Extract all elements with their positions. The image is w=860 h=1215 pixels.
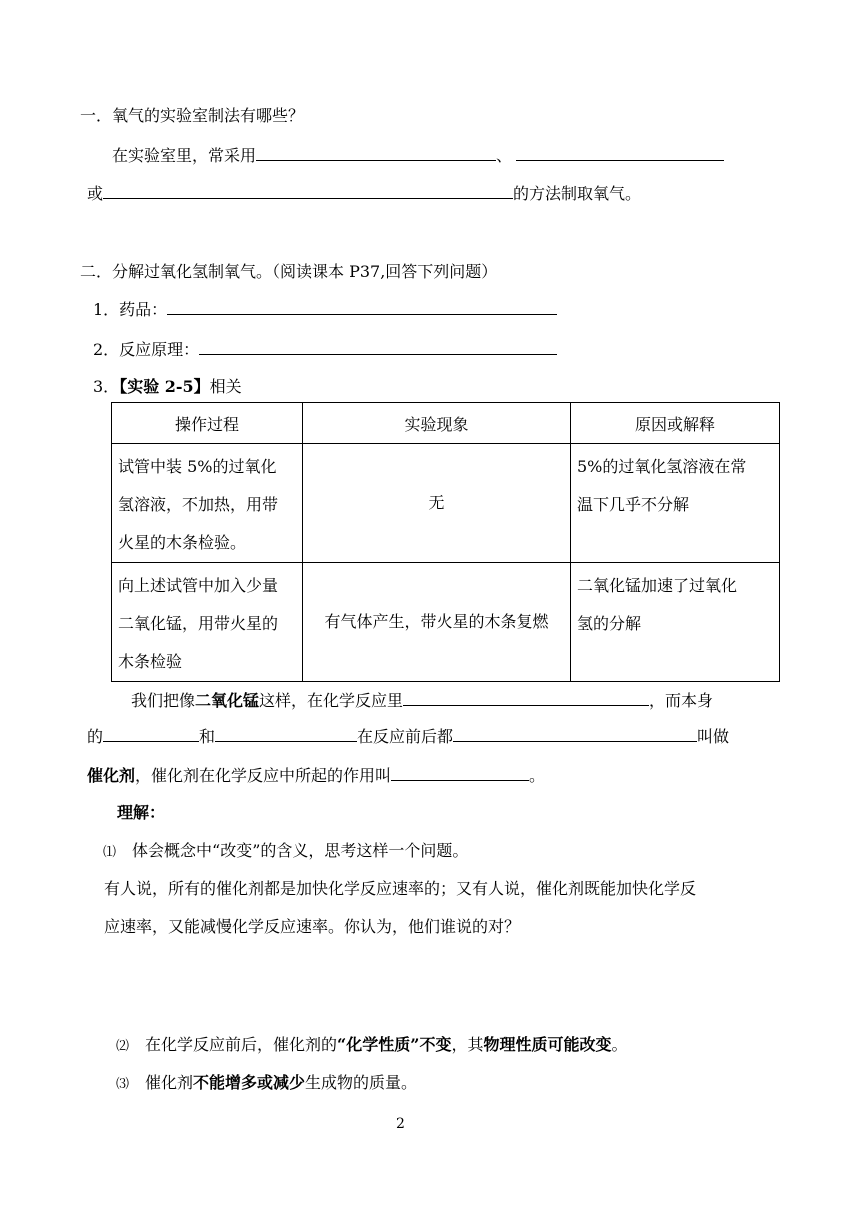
catalyst-line1: [131, 688, 713, 711]
cell-line: 5%的过氧化氢溶液在常: [577, 457, 747, 476]
understanding-title: 理解：: [117, 803, 166, 822]
section2-heading: 二．分解过氧化氢制氧气。（阅读课本 P37,回答下列问题）: [80, 262, 498, 281]
blank-method-1[interactable]: [256, 144, 496, 161]
catalyst-line3: [87, 763, 545, 786]
catalyst-term: 催化剂: [87, 766, 136, 785]
table-cell-phenomenon: 有气体产生，带火星的木条复燃: [303, 563, 571, 682]
catalyst-text: 在反应前后都: [357, 727, 454, 746]
table-header: 实验现象: [303, 403, 571, 444]
understanding-question-line1: 有人说，所有的催化剂都是加快化学反应速率的；又有人说，催化剂既能加快化学反: [104, 879, 697, 898]
cell-line: 火星的木条检验。: [118, 533, 247, 552]
catalyst-text: 我们把像: [131, 691, 196, 710]
table-cell-explanation: [571, 563, 780, 682]
item-text: 。: [611, 1035, 628, 1054]
item-text: 在化学反应前后，催化剂的: [145, 1035, 338, 1054]
blank-drugs[interactable]: [167, 298, 557, 315]
experiment-line: [93, 374, 242, 397]
section1-line2-suffix: 的方法制取氧气。: [513, 184, 642, 203]
item-number: ⑵: [116, 1039, 130, 1054]
table-cell-operation: [112, 444, 303, 563]
item-text: 催化剂: [145, 1073, 194, 1092]
cell-line: 氢的分解: [577, 614, 642, 633]
cell-line: 木条检验: [118, 652, 183, 671]
blank-catalyst-3[interactable]: [215, 725, 357, 742]
catalyst-text: 。: [529, 766, 546, 785]
cell-line: 二氧化锰加速了过氧化: [577, 576, 738, 595]
item-bold: 物理性质可能改变: [483, 1035, 612, 1054]
table-header: 操作过程: [112, 403, 303, 444]
catalyst-text: 叫做: [697, 727, 730, 746]
item-text: 生成物的质量。: [305, 1073, 418, 1092]
drugs-label: 1．药品：: [93, 300, 168, 319]
experiment-prefix: 3．: [93, 377, 120, 396]
section1-line1: [112, 143, 724, 166]
cell-line: 温下几乎不分解: [577, 495, 690, 514]
separator: 、: [496, 146, 513, 165]
catalyst-text: 的: [87, 727, 104, 746]
blank-catalyst-5[interactable]: [391, 764, 529, 781]
cell-line: 试管中装 5%的过氧化: [118, 457, 277, 476]
section1-line2-prefix: 或: [87, 184, 104, 203]
understanding-question-line2: 应速率，又能减慢化学反应速率。你认为，他们谁说的对？: [104, 917, 521, 936]
item-bold: “化学性质”不变: [337, 1035, 452, 1054]
blank-catalyst-2[interactable]: [103, 725, 199, 742]
principle-line: [93, 337, 557, 360]
understanding-item1: [103, 838, 468, 861]
understanding-item3: [116, 1070, 417, 1093]
item-text: 体会概念中“改变”的含义，思考这样一个问题。: [132, 841, 469, 860]
blank-catalyst-4[interactable]: [453, 725, 697, 742]
item-bold: 不能增多或减少: [193, 1073, 306, 1092]
catalyst-text: 这样，在化学反应里: [259, 691, 404, 710]
catalyst-mno2: 二氧化锰: [195, 691, 260, 710]
item-number: ⑴: [103, 845, 117, 860]
cell-line: 氢溶液，不加热，用带: [118, 495, 279, 514]
blank-principle[interactable]: [199, 338, 557, 355]
catalyst-text: 和: [199, 727, 216, 746]
table-cell-operation: [112, 563, 303, 682]
blank-method-2[interactable]: [516, 144, 724, 161]
understanding-item2: [116, 1032, 628, 1055]
cell-line: 二氧化锰，用带火星的: [118, 614, 279, 633]
cell-line: 向上述试管中加入少量: [118, 576, 279, 595]
table-cell-phenomenon: 无: [303, 444, 571, 563]
section1-line2: [87, 181, 641, 204]
table-cell-explanation: [571, 444, 780, 563]
principle-label: 2．反应原理：: [93, 340, 200, 359]
table-header-row: [112, 403, 780, 444]
table-header: 原因或解释: [571, 403, 780, 444]
blank-catalyst-1[interactable]: [403, 689, 649, 706]
catalyst-text: ，而本身: [649, 691, 714, 710]
section1-line1-prefix: 在实验室里，常采用: [112, 146, 257, 165]
table-row: [112, 444, 780, 563]
experiment-title: 【实验 2-5】: [119, 377, 210, 396]
item-number: ⑶: [116, 1077, 130, 1092]
item-text: ，其: [451, 1035, 484, 1054]
drugs-line: [93, 297, 557, 320]
catalyst-line2: [87, 724, 729, 747]
section1-heading: 一．氧气的实验室制法有哪些？: [80, 106, 305, 125]
blank-method-3[interactable]: [103, 182, 513, 199]
page-number: 2: [396, 1116, 405, 1132]
experiment-suffix: 相关: [209, 377, 242, 396]
table-row: [112, 563, 780, 682]
experiment-table: [111, 402, 780, 682]
catalyst-text: ，催化剂在化学反应中所起的作用叫: [135, 766, 392, 785]
